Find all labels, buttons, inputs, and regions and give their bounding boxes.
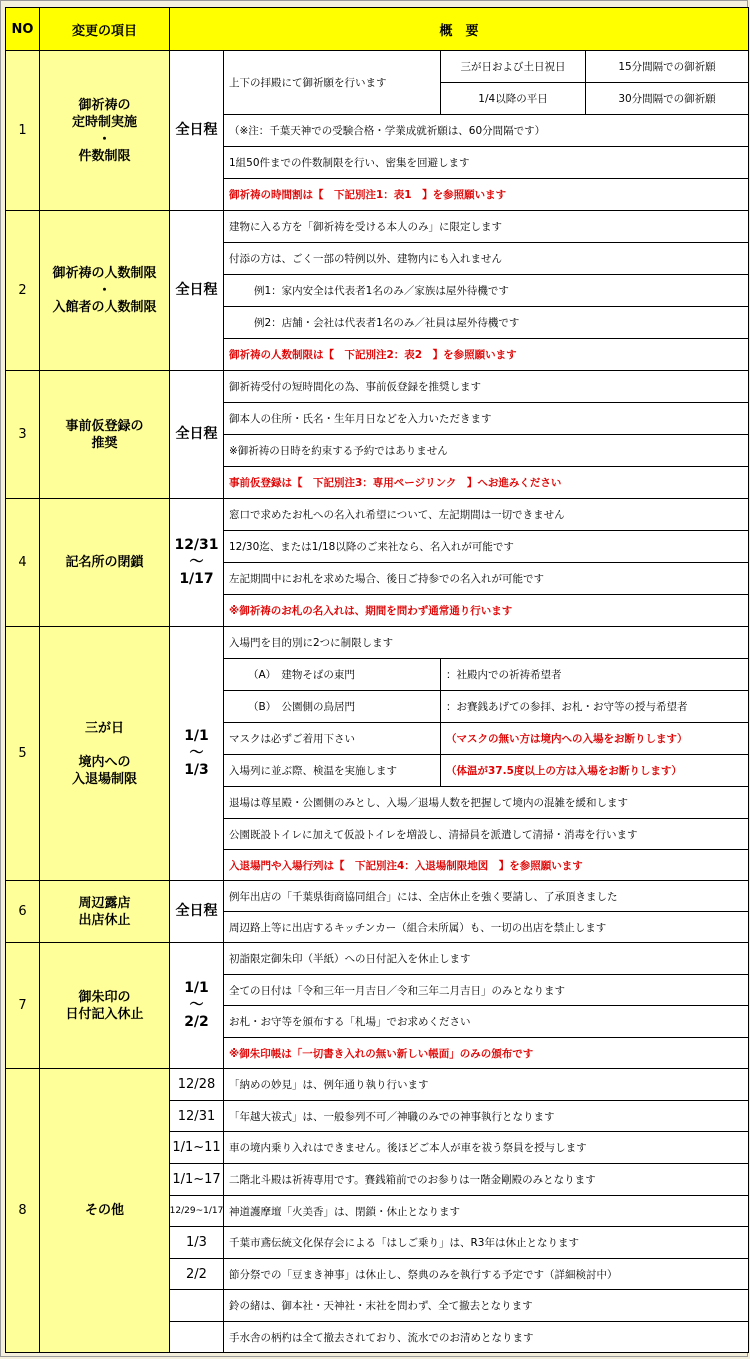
r8-date-7: 2/2 bbox=[170, 1259, 224, 1290]
row-item-1: 御祈祷の 定時制実施 ・ 件数制限 bbox=[40, 51, 170, 211]
header-summary: 概 要 bbox=[170, 8, 749, 51]
r8-date-8 bbox=[170, 1290, 224, 1322]
r5-map-link[interactable]: 入退場門や入場行列は【 下記別注4：入退場制限地図 】を参照願います bbox=[224, 850, 749, 881]
row-period-2: 全日程 bbox=[170, 211, 224, 371]
r5-gate-b: （B） 公園側の鳥居門 bbox=[224, 691, 441, 723]
row-item-5: 三が日 境内への 入退場制限 bbox=[40, 627, 170, 881]
r5-toilet: 公園既設トイレに加えて仮設トイレを増設し、清掃員を派遣して清掃・消毒を行います bbox=[224, 819, 749, 850]
r8-text-1: 「納めの妙見」は、例年通り執り行います bbox=[224, 1069, 749, 1101]
notice-table bbox=[5, 7, 749, 1353]
r3-line4-link[interactable]: 事前仮登録は【 下記別注3：専用ページリンク 】へお進みください bbox=[224, 467, 749, 499]
r5-mask-note: （マスクの無い方は境内への入場をお断りします） bbox=[441, 723, 749, 755]
row-item-8: その他 bbox=[40, 1069, 170, 1353]
r2-line1: 建物に入る方を「御祈祷を受ける本人のみ」に限定します bbox=[224, 211, 749, 243]
r5-mask: マスクは必ずご着用下さい bbox=[224, 723, 441, 755]
r5-line1: 入場門を目的別に2つに制限します bbox=[224, 627, 749, 659]
r7-line4: ※御朱印帳は「一切書き入れの無い新しい帳面」のみの頒布です bbox=[224, 1038, 749, 1069]
row-no-4: 4 bbox=[6, 499, 40, 627]
row-item-3: 事前仮登録の 推奨 bbox=[40, 371, 170, 499]
header-item: 変更の項目 bbox=[40, 8, 170, 51]
r6-line1: 例年出店の「千葉県街商協同組合」には、全店休止を強く要請し、了承頂きました bbox=[224, 881, 749, 912]
r5-temp: 入場列に並ぶ際、検温を実施します bbox=[224, 755, 441, 787]
row-period-6: 全日程 bbox=[170, 881, 224, 943]
r8-text-7: 節分祭での「豆まき神事」は休止し、祭典のみを執行する予定です（詳細検討中） bbox=[224, 1259, 749, 1290]
r5-gate-a: （A） 建物そばの東門 bbox=[224, 659, 441, 691]
row-no-6: 6 bbox=[6, 881, 40, 943]
row-no-7: 7 bbox=[6, 943, 40, 1069]
r5-gate-b-desc: ：お賽銭あげての参拝、お札・お守等の授与希望者 bbox=[441, 691, 749, 723]
r2-line2: 付添の方は、ごく一部の特例以外、建物内にも入れません bbox=[224, 243, 749, 275]
r1-sub1b: 15分間隔での御祈願 bbox=[586, 51, 749, 83]
row-period-4: 12/31 ～ 1/17 bbox=[170, 499, 224, 627]
row-period-1: 全日程 bbox=[170, 51, 224, 211]
r5-gate-a-desc: ：社殿内での祈祷希望者 bbox=[441, 659, 749, 691]
r8-text-8: 鈴の緒は、御本社・天神社・末社を問わず、全て撤去となります bbox=[224, 1290, 749, 1322]
r2-example1: 例1：家内安全は代表者1名のみ／家族は屋外待機です bbox=[224, 275, 749, 307]
r8-date-9 bbox=[170, 1322, 224, 1353]
r5-temp-note: （体温が37.5度以上の方は入場をお断りします） bbox=[441, 755, 749, 787]
r4-line3: 左記期間中にお札を求めた場合、後日ご持参での名入れが可能です bbox=[224, 563, 749, 595]
row-item-6: 周辺露店 出店休止 bbox=[40, 881, 170, 943]
row-item-4: 記名所の閉鎖 bbox=[40, 499, 170, 627]
r8-date-1: 12/28 bbox=[170, 1069, 224, 1101]
row-period-5: 1/1 ～ 1/3 bbox=[170, 627, 224, 881]
r5-exit: 退場は尊星殿・公園側のみとし、入場／退場人数を把握して境内の混雑を緩和します bbox=[224, 787, 749, 819]
r2-example2: 例2：店舗・会社は代表者1名のみ／社員は屋外待機です bbox=[224, 307, 749, 339]
r8-date-5: 12/29~1/17 bbox=[170, 1196, 224, 1227]
r8-text-6: 千葉市鳶伝統文化保存会による「はしご乗り」は、R3年は休止となります bbox=[224, 1227, 749, 1259]
r7-line3: お札・お守等を頒布する「札場」でお求めください bbox=[224, 1006, 749, 1038]
row-period-3: 全日程 bbox=[170, 371, 224, 499]
row-no-1: 1 bbox=[6, 51, 40, 211]
row-no-5: 5 bbox=[6, 627, 40, 881]
row-item-2: 御祈祷の人数制限 ・ 入館者の人数制限 bbox=[40, 211, 170, 371]
r7-line2: 全ての日付は「令和三年一月吉日／令和三年二月吉日」のみとなります bbox=[224, 975, 749, 1006]
r4-line2: 12/30迄、または1/18以降のご来社なら、名入れが可能です bbox=[224, 531, 749, 563]
r4-line4: ※御祈祷のお札の名入れは、期間を問わず通常通り行います bbox=[224, 595, 749, 627]
r1-line4-link[interactable]: 御祈祷の時間割は【 下記別注1：表1 】を参照願います bbox=[224, 179, 749, 211]
row-item-7: 御朱印の 日付記入休止 bbox=[40, 943, 170, 1069]
r8-text-3: 車の境内乗り入れはできません。後ほどご本人が車を祓う祭員を授与します bbox=[224, 1132, 749, 1164]
r8-text-2: 「年越大祓式」は、一般参列不可／神職のみでの神事執行となります bbox=[224, 1101, 749, 1132]
row-no-8: 8 bbox=[6, 1069, 40, 1353]
r1-sub2b: 30分間隔での御祈願 bbox=[586, 83, 749, 115]
row-no-2: 2 bbox=[6, 211, 40, 371]
r1-line1: 上下の拝殿にて御祈願を行います bbox=[224, 51, 441, 115]
r8-date-6: 1/3 bbox=[170, 1227, 224, 1259]
r3-line1: 御祈祷受付の短時間化の為、事前仮登録を推奨します bbox=[224, 371, 749, 403]
r1-line2: （※注：千葉天神での受験合格・学業成就祈願は、60分間隔です） bbox=[224, 115, 749, 147]
r2-line5-link[interactable]: 御祈祷の人数制限は【 下記別注2：表2 】を参照願います bbox=[224, 339, 749, 371]
r8-date-4: 1/1~17 bbox=[170, 1164, 224, 1196]
r8-date-2: 12/31 bbox=[170, 1101, 224, 1132]
r4-line1: 窓口で求めたお札への名入れ希望について、左記期間は一切できません bbox=[224, 499, 749, 531]
row-period-7: 1/1 ～ 2/2 bbox=[170, 943, 224, 1069]
r1-sub1a: 三が日および土日祝日 bbox=[441, 51, 586, 83]
r8-text-9: 手水舎の柄杓は全て撤去されており、流水でのお清めとなります bbox=[224, 1322, 749, 1353]
r1-sub2a: 1/4以降の平日 bbox=[441, 83, 586, 115]
r6-line2: 周辺路上等に出店するキッチンカー（組合未所属）も、一切の出店を禁止します bbox=[224, 912, 749, 943]
r8-text-5: 神道護摩壇「火美香」は、閉鎖・休止となります bbox=[224, 1196, 749, 1227]
r1-line3: 1組50件までの件数制限を行い、密集を回避します bbox=[224, 147, 749, 179]
r8-text-4: 二階北斗殿は祈祷専用です。賽銭箱前でのお参りは一階金剛殿のみとなります bbox=[224, 1164, 749, 1196]
row-no-3: 3 bbox=[6, 371, 40, 499]
r7-line1: 初詣限定御朱印（半紙）への日付記入を休止します bbox=[224, 943, 749, 975]
r8-date-3: 1/1~11 bbox=[170, 1132, 224, 1164]
r3-line3: ※御祈祷の日時を約束する予約ではありません bbox=[224, 435, 749, 467]
r3-line2: 御本人の住所・氏名・生年月日などを入力いただきます bbox=[224, 403, 749, 435]
header-no: NO bbox=[6, 8, 40, 51]
